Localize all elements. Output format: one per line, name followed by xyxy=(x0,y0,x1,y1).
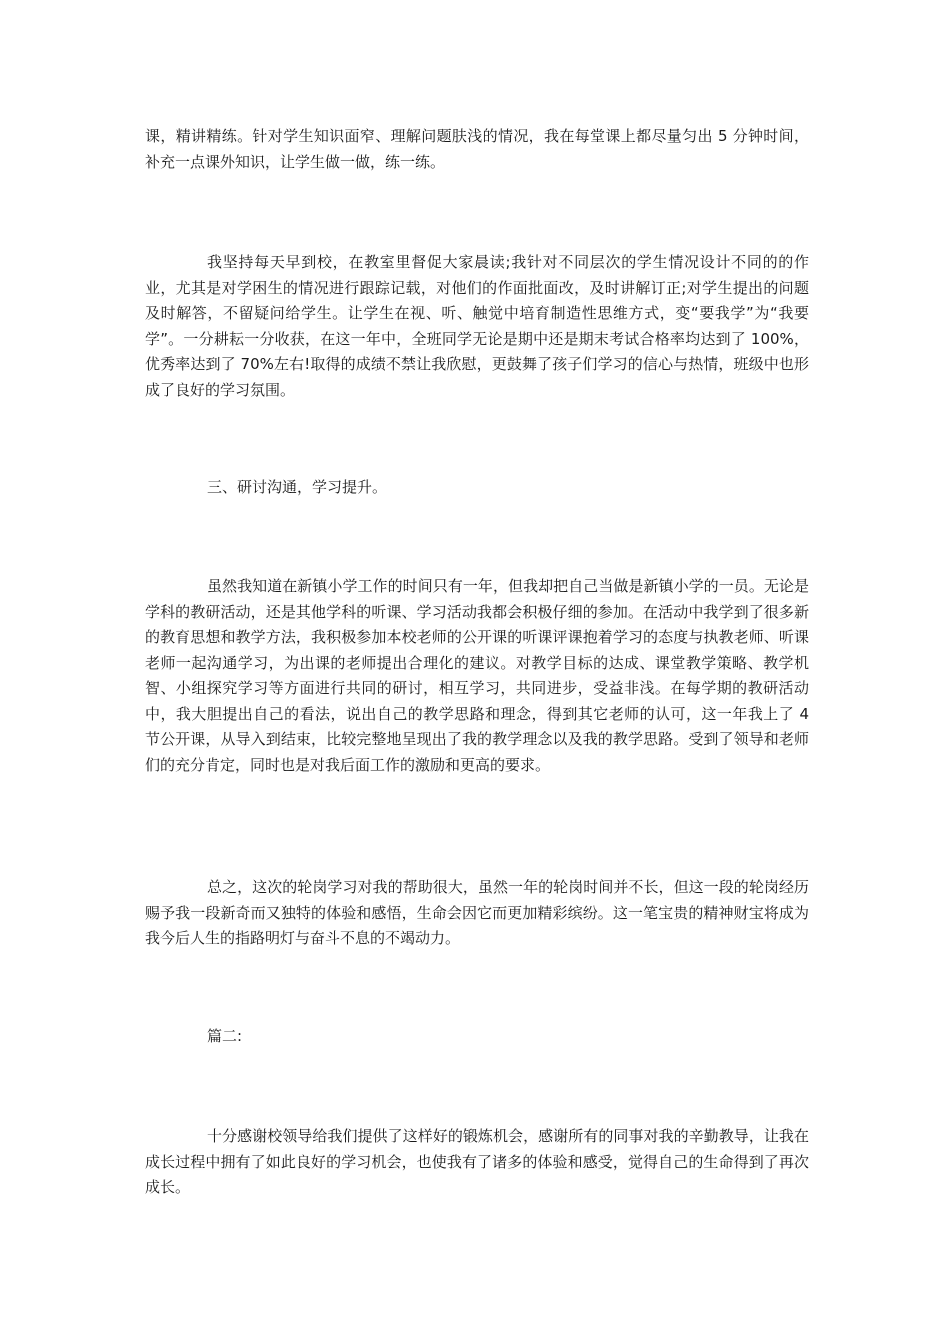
section-heading-part-two: 篇二: xyxy=(207,1027,243,1045)
paragraph-summary: 总之，这次的轮岗学习对我的帮助很大，虽然一年的轮岗时间并不长，但这一段的轮岗经历赐予我一段新奇而又独特的体验和感悟，生命会因它而更加精彩缤纷。这一笔宝贵的精神财宝将成为我今后人生的指路明灯与奋斗不息的不竭动力。 xyxy=(145,878,809,947)
paragraph-teaching-research: 虽然我知道在新镇小学工作的时间只有一年，但我却把自己当做是新镇小学的一员。无论是学科的教研活动，还是其他学科的听课、学习活动我都会积极仔细的参加。在活动中我学到了很多新的教育思想和教学方法，我积极参加本校老师的公开课的听课评课抱着学习的态度与执教老师、听课老师一起沟通学习，为出课的老师提出合理化的建议。对教学目标的达成、课堂教学策略、教学机智、小组探究学习等方面进行共同的研讨，相互学习，共同进步，受益非浅。在每学期的教研活动中，我大胆提出自己的看法，说出自己的教学思路和理念，得到其它老师的认可，这一年我上了 4 节公开课，从导入到结束，比较完整地呈现出了我的教学理念以及我的教学思路。受到了领导和老师们的充分肯定，同时也是对我后面工作的激励和更高的要求。 xyxy=(145,577,809,774)
paragraph-continued-lesson: 课，精讲精练。针对学生知识面窄、理解问题肤浅的情况，我在每堂课上都尽量匀出 5 分钟时间，补充一点课外知识，让学生做一做，练一练。 xyxy=(145,127,809,171)
paragraph-thanks: 十分感谢校领导给我们提供了这样好的锻炼机会，感谢所有的同事对我的辛勤教导，让我在成长过程中拥有了如此良好的学习机会，也使我有了诸多的体验和感受，觉得自己的生命得到了再次成长。 xyxy=(145,1127,809,1196)
paragraph-morning-reading: 我坚持每天早到校，在教室里督促大家晨读;我针对不同层次的学生情况设计不同的的作业，尤其是对学困生的情况进行跟踪记载，对他们的作面批面改，及时讲解订正;对学生提出的问题及时解答，不留疑问给学生。让学生在视、听、触觉中培育制造性思维方式，变“要我学”为“我要学”。一分耕耘一分收获，在这一年中，全班同学无论是期中还是期末考试合格率均达到了 100%，优秀率达到了 70%左右!取得的成绩不禁让我欣慰，更鼓舞了孩子们学习的信心与热情，班级中也形成了良好的学习氛围。 xyxy=(145,253,809,399)
section-heading-research: 三、研讨沟通，学习提升。 xyxy=(207,478,388,496)
